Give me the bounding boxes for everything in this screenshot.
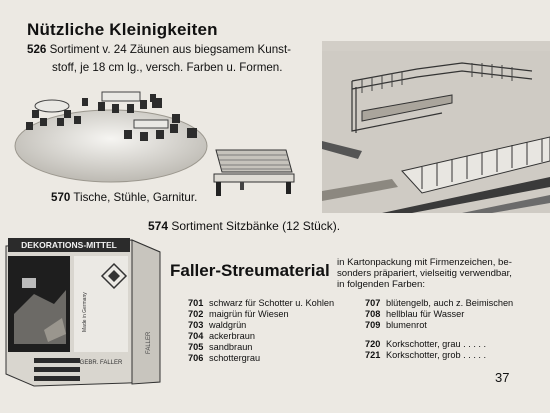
list-item: 703 waldgrün: [188, 320, 247, 330]
list-item: 702 maigrün für Wiesen: [188, 309, 289, 319]
list-item: 704 ackerbraun: [188, 331, 255, 341]
box-side-text: FALLER: [146, 331, 152, 354]
item-574-text: Sortiment Sitzbänke (12 Stück).: [171, 219, 341, 233]
item-526-line2: stoff, je 18 cm lg., versch. Farben u. Formen.: [52, 61, 283, 74]
streu-desc-line2: sonders präpariert, vielseitig verwendbar,: [337, 268, 512, 279]
streu-desc-line1: in Kartonpackung mit Firmenzeichen, be-: [337, 257, 512, 268]
item-570-number: 570: [51, 191, 71, 204]
box-brand: GEBR. FALLER: [79, 360, 123, 366]
list-item: 708 hellblau für Wasser: [365, 309, 465, 319]
item-526-number: 526: [27, 43, 47, 56]
list-item: 707 blütengelb, auch z. Beimischen: [365, 298, 514, 308]
list-item: 705 sandbraun: [188, 342, 253, 352]
list-item: 720 Korkschotter, grau . . . . .: [365, 339, 487, 349]
bench-photo: [210, 146, 300, 198]
page-title: Nützliche Kleinigkeiten: [27, 20, 218, 39]
item-570-text: Tische, Stühle, Garnitur.: [73, 191, 198, 204]
list-item: 721 Korkschotter, grob . . . . .: [365, 350, 487, 360]
box-label-text: DEKORATIONS-MITTEL: [21, 240, 117, 250]
furniture-photo: [12, 86, 210, 186]
product-box-photo: [4, 234, 162, 390]
box-made-in: Made in Germany: [82, 292, 88, 332]
item-574-number: 574: [148, 219, 169, 233]
page-number: 37: [495, 370, 510, 385]
list-item: 701 schwarz für Schotter u. Kohlen: [188, 298, 335, 308]
item-526-line1: [27, 43, 291, 56]
list-item: 706 schottergrau: [188, 353, 261, 363]
item-526-text: Sortiment v. 24 Zäunen aus biegsamem Kunst-: [49, 43, 292, 56]
streu-desc-line3: in folgenden Farben:: [337, 279, 426, 290]
fence-photo: [322, 41, 550, 213]
list-item: 709 blumenrot: [365, 320, 427, 330]
item-570-caption: [51, 191, 197, 204]
streu-title: Faller-Streumaterial: [170, 261, 330, 280]
item-574-caption: [148, 219, 340, 233]
